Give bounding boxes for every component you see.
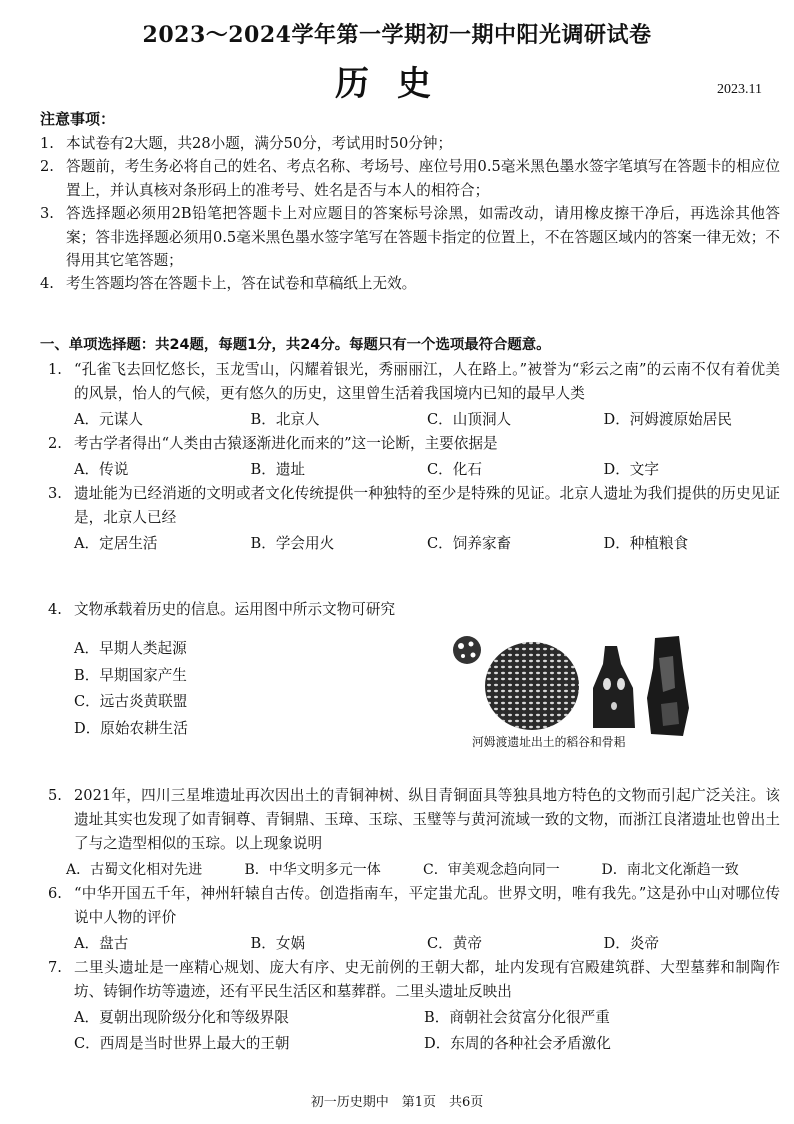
page-footer: 初一历史期中 第1页 共6页 xyxy=(310,1095,484,1110)
notice-number: 1. xyxy=(40,135,54,152)
bone-spade-1 xyxy=(593,646,635,728)
option-d[interactable]: D．种植粮食 xyxy=(603,535,689,552)
option-list xyxy=(40,636,440,742)
option-c[interactable]: C．山顶洞人 xyxy=(427,411,512,428)
option-c[interactable]: C．审美观念趋向同一 xyxy=(423,862,560,878)
notice-list xyxy=(40,132,780,296)
option-a[interactable]: A．古蜀文化相对先进 xyxy=(66,862,203,878)
option-d[interactable]: D．东周的各种社会矛盾激化 xyxy=(424,1035,611,1052)
option-row xyxy=(40,858,780,882)
option-a[interactable]: A．盘古 xyxy=(74,935,129,952)
option-a[interactable]: A．传说 xyxy=(74,461,129,478)
notice-text: 本试卷有2大题，共28小题，满分50分，考试用时50分钟； xyxy=(66,135,453,152)
question-3 xyxy=(40,482,780,556)
question-number: 2. xyxy=(48,435,62,452)
option-b[interactable]: B．遗址 xyxy=(250,461,306,478)
option-c[interactable]: C．黄帝 xyxy=(427,935,482,952)
bone-spade-2 xyxy=(647,636,689,736)
question-2 xyxy=(40,432,780,482)
option-d[interactable]: D．原始农耕生活 xyxy=(74,719,188,737)
question-text: 文物承载着历史的信息。运用图中所示文物可研究 xyxy=(74,601,396,618)
option-a[interactable]: A．早期人类起源 xyxy=(74,640,187,657)
question-group-1 xyxy=(40,358,780,556)
option-b[interactable]: B．商朝社会贫富分化很严重 xyxy=(424,1009,610,1026)
option-b[interactable]: B．学会用火 xyxy=(250,535,335,552)
rice-grain-cluster-small xyxy=(453,636,481,664)
option-b[interactable]: B．北京人 xyxy=(250,411,320,428)
exam-title: 2023～2024学年第一学期初一期中阳光调研试卷 xyxy=(142,22,652,48)
question-1 xyxy=(40,358,780,432)
option-c[interactable]: C．西周是当时世界上最大的王朝 xyxy=(74,1035,290,1052)
option-a[interactable]: A．夏朝出现阶级分化和等级界限 xyxy=(74,1009,289,1026)
question-text: 考古学者得出“人类由古猿逐渐进化而来的”这一论断，主要依据是 xyxy=(74,435,498,452)
option-row xyxy=(40,1032,780,1056)
option-c[interactable]: C．远古炎黄联盟 xyxy=(74,693,188,710)
option-d[interactable]: D．文字 xyxy=(603,461,659,478)
question-7 xyxy=(40,956,780,1056)
notice-text: 答题前，考生务必将自己的姓名、考点名称、考场号、座位号用0.5毫米黑色墨水签字笔填写在答题卡的相应位置上，并认真核对条形码上的准考号、姓名是否与本人的相符合； xyxy=(66,158,780,199)
question-group-2 xyxy=(40,784,780,1056)
option-d[interactable]: D．河姆渡原始居民 xyxy=(603,411,732,428)
question-number: 5. xyxy=(48,787,62,804)
option-d[interactable]: D．炎帝 xyxy=(603,935,659,952)
option-b[interactable]: B．中华文明多元一体 xyxy=(244,862,381,878)
section-heading: 一、单项选择题：共24题，每题1分，共24分。每题只有一个选项最符合题意。 xyxy=(40,337,551,353)
question-text: 二里头遗址是一座精心规划、庞大有序、史无前例的王朝大都，址内发现有宫殿建筑群、大型墓葬和制陶作坊、铸铜作坊等遗迹，还有平民生活区和墓葬群。二里头遗址反映出 xyxy=(74,959,780,1000)
question-4 xyxy=(40,598,440,742)
notice-text: 答选择题必须用2B铅笔把答题卡上对应题目的答案标号涂黑，如需改动，请用橡皮擦干净后，再选涂其他答案；答非选择题必须用0.5毫米黑色墨水签字笔写在答题卡指定的位置上，不在答题区域内的答案一律无效；不得用其它笔答题； xyxy=(66,205,780,270)
question-number: 1. xyxy=(48,361,62,378)
notice-text: 考生答题均答在答题卡上，答在试卷和草稿纸上无效。 xyxy=(66,275,417,293)
notice-number: 3. xyxy=(40,205,54,223)
question-number: 6. xyxy=(48,885,62,902)
question-number: 7. xyxy=(48,959,62,976)
question-number: 4. xyxy=(48,601,62,618)
option-a[interactable]: A．定居生活 xyxy=(74,535,158,552)
notice-number: 2. xyxy=(40,158,54,176)
question-text: 2021年，四川三星堆遗址再次因出土的青铜神树、纵目青铜面具等独具地方特色的文物而引起广泛关注。该遗址其实也发现了如青铜尊、青铜鼎、玉璋、玉琮、玉璧等与黄河流域一致的文物，而浙江良渚遗址也曾出土了与之造型相似的玉琮。以上现象说明 xyxy=(74,787,780,852)
question-6 xyxy=(40,882,780,956)
question-5 xyxy=(40,784,780,882)
option-row xyxy=(40,458,780,482)
notice-item xyxy=(40,155,780,202)
option-c[interactable]: C．化石 xyxy=(427,461,482,478)
option-a[interactable]: A．元谋人 xyxy=(74,411,143,428)
option-row xyxy=(40,932,780,956)
option-b[interactable]: B．女娲 xyxy=(250,935,306,952)
question-number: 3. xyxy=(48,485,62,502)
subject-title: 历史 xyxy=(335,64,459,104)
notice-item xyxy=(40,272,780,295)
question-text: “中华开国五千年，神州轩辕自古传。创造指南车，平定蚩尤乱。世界文明，唯有我先。”这是孙中山对哪位传说中人物的评价 xyxy=(74,885,780,926)
option-d[interactable]: D．南北文化渐趋一致 xyxy=(601,862,739,878)
option-c[interactable]: C．饲养家畜 xyxy=(427,535,512,552)
notice-heading: 注意事项： xyxy=(40,110,116,128)
notice-number: 4. xyxy=(40,275,54,293)
notice-item xyxy=(40,202,780,272)
option-b[interactable]: B．早期国家产生 xyxy=(74,666,187,684)
notice-item xyxy=(40,132,780,155)
question-text: “孔雀飞去回忆悠长，玉龙雪山，闪耀着银光，秀丽丽江，人在路上。”被誉为“彩云之南”的云南不仅有着优美的风景，怡人的气候，更有悠久的历史，这里曾生活着我国境内已知的最早人类 xyxy=(74,361,780,402)
exam-date: 2023.11 xyxy=(717,82,762,97)
rice-grain-pile xyxy=(485,642,579,730)
question-text: 遗址能为已经消逝的文明或者文化传统提供一种独特的至少是特殊的见证。北京人遗址为我们提供的历史见证是，北京人已经 xyxy=(74,485,780,526)
option-row xyxy=(40,408,780,432)
option-row xyxy=(40,1006,780,1030)
figure-caption: 河姆渡遗址出土的稻谷和骨耜 xyxy=(472,735,626,749)
option-row xyxy=(40,532,780,556)
